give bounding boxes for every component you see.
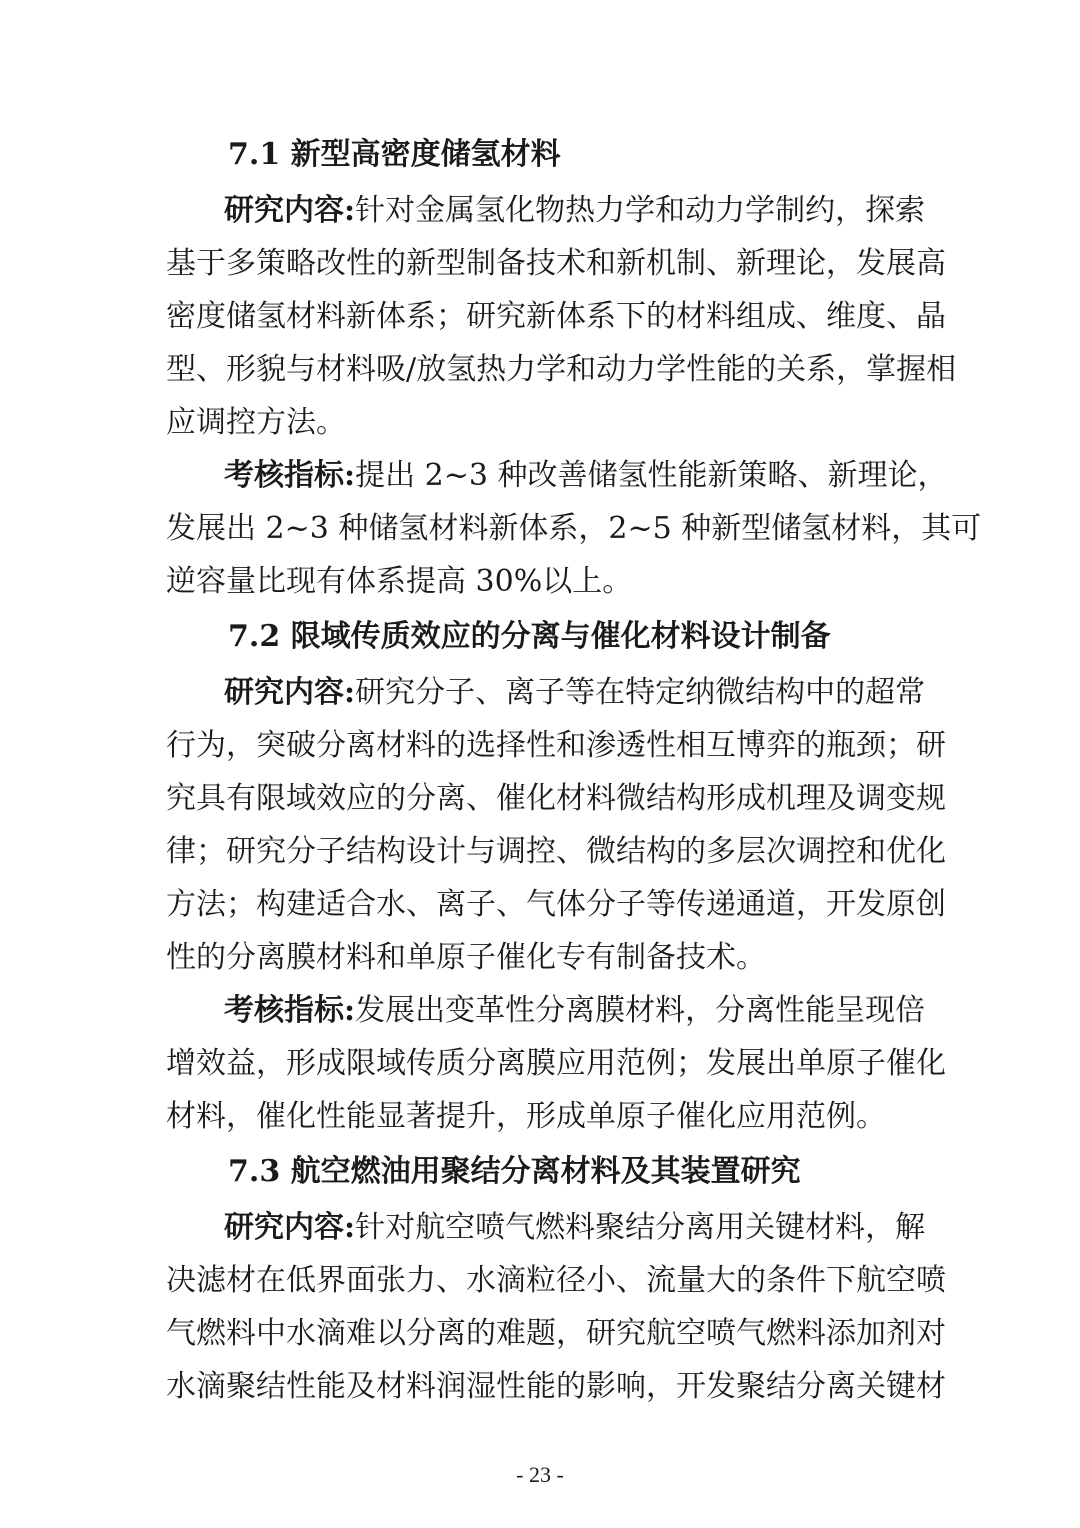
line-text: 材料，催化性能显著提升，形成单原子催化应用范例。 (166, 1099, 886, 1134)
paragraph-research-content-7-1 (166, 184, 957, 449)
text-line (166, 772, 946, 825)
text-line (166, 343, 957, 396)
line-text: 决滤材在低界面张力、水滴粒径小、流量大的条件下航空喷 (166, 1263, 946, 1298)
text-line (166, 449, 948, 502)
line-text: 气燃料中水滴难以分离的难题，研究航空喷气燃料添加剂对 (166, 1316, 946, 1351)
line-text: 针对金属氢化物热力学和动力学制约，探索 (355, 193, 926, 228)
document-page (166, 126, 982, 1413)
paragraph-label: 研究内容: (224, 1210, 356, 1245)
paragraph-assessment-7-2 (166, 984, 946, 1143)
section-heading-7-1: 7.1 新型高密度储氢材料 (228, 137, 561, 172)
paragraph-label: 考核指标: (224, 458, 356, 493)
text-line (166, 984, 926, 1037)
text-line (166, 666, 926, 719)
line-text: 基于多策略改性的新型制备技术和新机制、新理论，发展高 (166, 246, 946, 281)
text-line (166, 1360, 946, 1413)
line-text: 密度储氢材料新体系；研究新体系下的材料组成、维度、晶 (166, 299, 946, 334)
line-text: 针对航空喷气燃料聚结分离用关键材料，解 (355, 1210, 926, 1245)
paragraph-research-content-7-2 (166, 666, 946, 984)
line-text: 行为，突破分离材料的选择性和渗透性相互博弈的瓶颈；研 (166, 728, 946, 763)
line-text: 发展出变革性分离膜材料，分离性能呈现倍 (355, 993, 926, 1028)
text-line (166, 1254, 946, 1307)
section-heading-7-2: 7.2 限域传质效应的分离与催化材料设计制备 (228, 619, 831, 654)
text-line (166, 931, 916, 984)
line-text: 性的分离膜材料和单原子催化专有制备技术。 (166, 940, 766, 975)
paragraph-label: 研究内容: (224, 193, 356, 228)
line-text: 型、形貌与材料吸/放氢热力学和动力学性能的关系，掌握相 (166, 352, 957, 387)
line-text: 律；研究分子结构设计与调控、微结构的多层次调控和优化 (166, 834, 946, 869)
line-text: 提出 2~3 种改善储氢性能新策略、新理论， (355, 458, 948, 493)
text-line (166, 502, 982, 555)
text-line (166, 1090, 916, 1143)
line-text: 应调控方法。 (166, 405, 346, 440)
line-text: 方法；构建适合水、离子、气体分子等传递通道，开发原创 (166, 887, 946, 922)
section-heading-7-3: 7.3 航空燃油用聚结分离材料及其装置研究 (228, 1154, 801, 1189)
paragraph-label: 研究内容: (224, 675, 356, 710)
paragraph-assessment-7-1 (166, 449, 982, 608)
text-line (166, 555, 916, 608)
line-text: 增效益，形成限域传质分离膜应用范例；发展出单原子催化 (166, 1046, 946, 1081)
text-line (166, 1307, 946, 1360)
text-line (166, 825, 946, 878)
line-text: 研究分子、离子等在特定纳微结构中的超常 (355, 675, 926, 710)
text-line (166, 1201, 926, 1254)
text-line (166, 719, 946, 772)
text-line (166, 184, 926, 237)
text-line (166, 237, 946, 290)
text-line (166, 396, 916, 449)
line-text: 发展出 2~3 种储氢材料新体系，2~5 种新型储氢材料，其可 (166, 511, 982, 546)
line-text: 逆容量比现有体系提高 30%以上。 (166, 564, 633, 599)
paragraph-research-content-7-3 (166, 1201, 946, 1413)
text-line (166, 1037, 946, 1090)
line-text: 究具有限域效应的分离、催化材料微结构形成机理及调变规 (166, 781, 946, 816)
paragraph-label: 考核指标: (224, 993, 356, 1028)
text-line (166, 290, 946, 343)
page-number: - 23 - (516, 1462, 564, 1487)
text-line (166, 878, 946, 931)
line-text: 水滴聚结性能及材料润湿性能的影响，开发聚结分离关键材 (166, 1369, 946, 1404)
